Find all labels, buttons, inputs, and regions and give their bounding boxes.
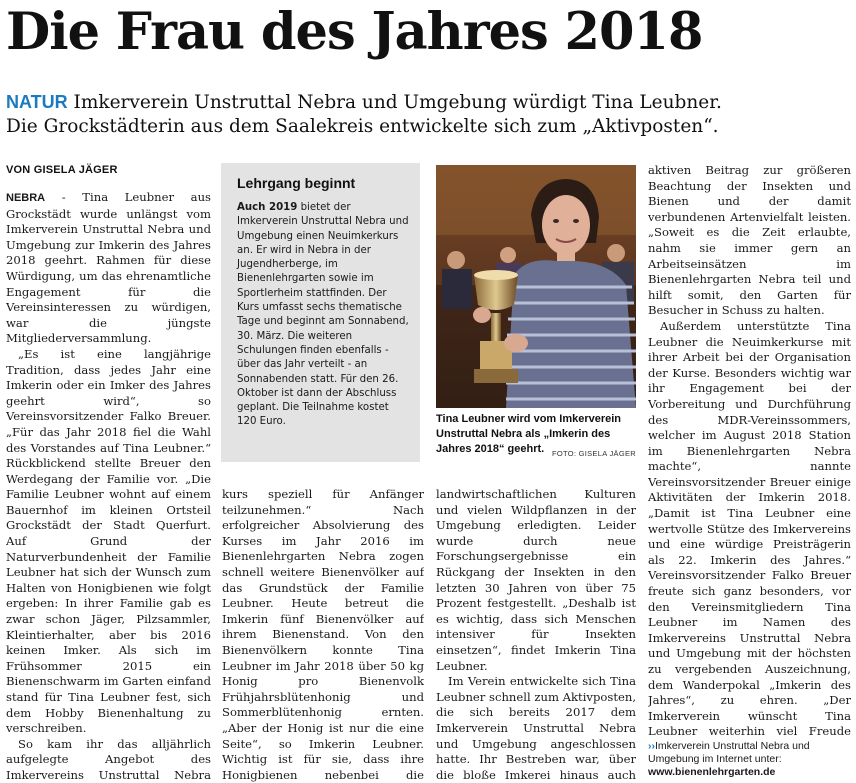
photo-caption-text: Tina Leubner wird vom Imkerverein Unstruttal Nebra als „Imkerin des Jahres 2018“ geehrt.	[436, 413, 622, 455]
paragraph: „Es ist eine langjährige Tradition, dass jedes Jahr eine Imkerin oder ein Imker des Jahres geehrt wird“, so Vereinsvorsitzender Falko Breuer. „Für das Jahr 2018 fiel die Wahl des Vorstandes auf Tina Leubner.“ Rückblickend stellte Breuer den Werdegang der Familie vor. „Die Familie Leubner wohnt auf einem Bauernhof im kleinen Ortsteil Grockstädt der Stadt Querfurt. Auf Grund der Naturverbundenheit der Familie Leubner hat sich der Wunsch zum Halten von Honigbienen wie folgt ergeben: In ihrer Familie gab es zwar schon Jäger, Pilzsammler, Kleintierhalter, aber bis 2016 keinen Imker. Als sich im Frühsommer 2015 ein Bienenschwarm im Garten einfand stand für Tina Leubner fest, sich dem Hobby Bienenhaltung zu verschreiben.	[6, 346, 211, 736]
headline: Die Frau des Jahres 2018	[6, 2, 703, 62]
dateline-place: NEBRA	[6, 192, 46, 204]
paragraph-text: - Tina Leubner aus Grockstädt wurde unlängst vom Imkerverein Unstruttal Nebra und Umgebung zur Imkerin des Jahres 2018 geehrt. Rahmen für diese Würdigung, um das ehrenamtliche Engagement für die Vereinsinteressen zu würdigen, war die jüngste Mitgliederversammlung.	[6, 190, 211, 346]
photo-caption	[436, 412, 636, 461]
info-box	[221, 163, 420, 462]
paragraph: landwirtschaftlichen Kulturen und vielen Wildpflanzen in der Umgebung erledigten. Leider wurde durch neue Forschungsergebnisse ein Rückgang der Insekten in den letzten 30 Jahren von über 75 Prozent festgestellt. „Deshalb ist es wichtig, dass sich Menschen intensiver für Insekten einsetzen“, findet Imkerin Tina Leubner.	[436, 487, 636, 673]
byline: VON GISELA JÄGER	[6, 164, 118, 176]
website-reference-text: Imkerverein Unstruttal Nebra und Umgebung im Internet unter:	[648, 740, 810, 765]
paragraph: aktiven Beitrag zur größeren Beachtung der Insekten und Bienen und der damit verbundenen Artenvielfalt leisten. „Soweit es die Zeit erlaubte, nahm sie immer gern an Arbeitseinsätzen im Bienenlehrgarten Nebra teil und hilft somit, den Garten für Besucher in Schuss zu halten.	[648, 163, 851, 318]
article-column-2	[222, 487, 424, 783]
paragraph: Außerdem unterstützte Tina Leubner die Neuimkerkurse mit ihrer Arbeit bei der Organisation der Kurse. Besonders wichtig war ihr Engagement bei der Vorbereitung und Durchführung des MDR-Vereinssommers, welcher im August 2018 Station im Bienenlehrgarten Nebra machte“, nannte Vereinsvorsitzender Breuer einige Aktivitäten der Imkerin 2018. „Damit ist Tina Leubner eine wertvolle Stütze des Imkervereins und eine würdige Preisträgerin als 22. Imkerin des Jahres.“ Vereinsvorsitzender Falko Breuer freute sich ganz besonders, vor den Vereinsmitgliedern Tina Leubner im Namen des Imkervereins Unstruttal Nebra und Umgebung mit der höchsten zu vergebenden Auszeichnung, dem Wanderpokal „Imkerin des Jahres“, zu ehren. „Der Imkerverein wünscht Tina Leubner weiterhin viel Freude	[648, 318, 851, 739]
subheadline	[6, 90, 851, 139]
paragraph	[6, 190, 211, 347]
subheadline-line-2: Die Grockstädterin aus dem Saalekreis entwickelte sich zum „Aktivposten“.	[6, 116, 719, 137]
arrow-icon: ››	[648, 740, 655, 752]
photo-tina-leubner	[436, 165, 636, 408]
article-column-1	[6, 190, 211, 783]
website-link[interactable]: www.bienenlehrgarten.de	[648, 766, 776, 778]
paragraph: So kam ihr das alljährlich aufgelegte Angebot des Imkervereins Unstruttal Nebra	[6, 736, 211, 782]
article-column-4	[648, 163, 851, 740]
info-box-body: bietet der Imkerverein Unstruttal Nebra und Umgebung einen Neuimkerkurs an. Er wird in Nebra in der Jugendherberge, im Bienenlehrgarten sowie im Sportlerheim stattfinden. Der Kurs umfasst sechs thematische Tage und beginnt am Sonnabend, 30. März. Die weiteren Schulungen finden ebenfalls - über das Jahr verteilt - an Sonnabenden statt. Für den 26. Oktober ist dann der Abschluss geplant. Die Teilnahme kostet 120 Euro.	[237, 202, 409, 428]
paragraph: Im Verein entwickelte sich Tina Leubner schnell zum Aktivposten, die sich bereits 2017 dem Imkerverein Unstruttal Nebra und Umgebung angeschlossen hatte. Ihr Bestreben war, über die bloße Imkerei hinaus auch	[436, 674, 636, 782]
paragraph: kurs speziell für Anfänger teilzunehmen.“ Nach erfolgreicher Absolvierung des Kurses im Jahr 2016 im Bienenlehrgarten Nebra zogen schnell weitere Bienenvölker auf das Grundstück der Familie Leubner. Heute betreut die Imkerin fünf Bienenvölker auf ihrem Bienenstand. Von den Bienenvölkern konnte Tina Leubner im Jahr 2018 über 50 kg Honig pro Bienenvolk Frühjahrsblütenhonig und Sommerblütenhonig ernten. „Aber der Honig ist nur die eine Seite“, so Imkerin Leubner. Wichtig ist für sie, dass ihre Honigbienen nebenbei die	[222, 487, 424, 782]
section-kicker: NATUR	[6, 92, 68, 112]
photo-credit: FOTO: GISELA JÄGER	[551, 449, 636, 458]
subheadline-line-1: Imkerverein Unstruttal Nebra und Umgebung würdigt Tina Leubner.	[73, 92, 722, 113]
info-box-lead: Auch 2019	[237, 202, 298, 213]
website-reference	[648, 740, 853, 779]
article-column-3	[436, 487, 636, 783]
info-box-text	[237, 201, 410, 430]
info-box-title: Lehrgang beginnt	[237, 175, 356, 191]
